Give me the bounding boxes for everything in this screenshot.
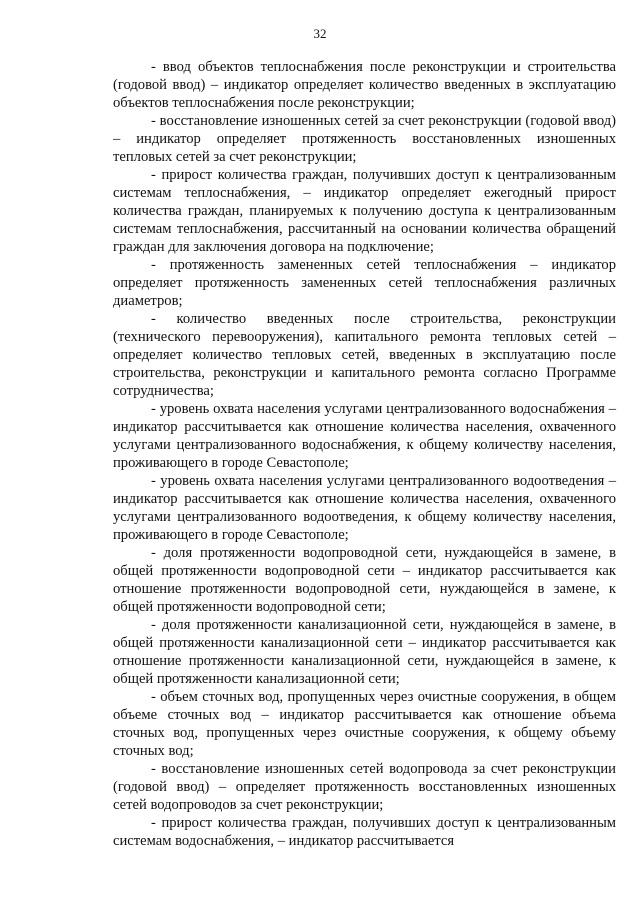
page-number: 32 (313, 26, 327, 41)
paragraph-wastewater-treated-share: - объем сточных вод, пропущенных через очистные сооружения, в общем объеме сточных вод – индикатор рассчитывается как отношение объема сточных вод, пропущенных через очистные сооружения, к общему объему сточных вод; (113, 689, 616, 759)
paragraph-sewer-network-replacement-share: - доля протяженности канализационной сети, нуждающейся в замене, в общей протяженности канализационной сети – индикатор рассчитывается как отношение протяженности канализационной сети, нуждающейся в замене, к общей протяженности канализационной сети; (113, 617, 616, 687)
paragraph-heat-objects-commissioning: - ввод объектов теплоснабжения после реконструкции и строительства (годовой ввод) – индикатор определяет количество введенных в эксплуатацию объектов теплоснабжения после реконструкции; (113, 59, 616, 111)
paragraph-water-networks-restoration: - восстановление изношенных сетей водопровода за счет реконструкции (годовой ввод) – определяет протяженность восстановленных изношенных сетей водопроводов за счет реконструкции; (113, 761, 616, 813)
paragraph-replaced-heat-networks: - протяженность замененных сетей теплоснабжения – индикатор определяет протяженность замененных сетей теплоснабжения различных диаметров; (113, 257, 616, 309)
paragraph-water-supply-coverage: - уровень охвата населения услугами централизованного водоснабжения – индикатор рассчитывается как отношение количества населения, охваченного услугами централизованного водоснабжения, к общему количеству населения, проживающего в городе Севастополе; (113, 401, 616, 471)
paragraph-water-access-growth: - прирост количества граждан, получивших доступ к централизованным системам водоснабжения, – индикатор рассчитывается (113, 815, 616, 849)
paragraph-sewerage-coverage: - уровень охвата населения услугами централизованного водоотведения – индикатор рассчитывается как отношение количества населения, охваченного услугами централизованного водоотведения, к общему количеству населения, проживающего в городе Севастополе; (113, 473, 616, 543)
paragraph-commissioned-heat-networks: - количество введенных после строительства, реконструкции (технического перевооружения), капитального ремонта тепловых сетей – определяет количество тепловых сетей, введенных в эксплуатацию после строительства, реконструкции и капитального ремонта согласно Программе сотрудничества; (113, 311, 616, 399)
paragraph-heat-networks-restoration: - восстановление изношенных сетей за счет реконструкции (годовой ввод) – индикатор определяет протяженность восстановленных изношенных тепловых сетей за счет реконструкции; (113, 113, 616, 165)
document-body (113, 58, 616, 850)
paragraph-water-network-replacement-share: - доля протяженности водопроводной сети, нуждающейся в замене, в общей протяженности водопроводной сети – индикатор рассчитывается как отношение протяженности водопроводной сети, нуждающейся в замене, к общей протяженности водопроводной сети; (113, 545, 616, 615)
paragraph-heat-access-growth: - прирост количества граждан, получивших доступ к централизованным системам теплоснабжения, – индикатор определяет ежегодный прирост количества граждан, планируемых к получению доступа к централизованным системам теплоснабжения, рассчитанный на основании количества обращений граждан для заключения договора на подключение; (113, 167, 616, 255)
